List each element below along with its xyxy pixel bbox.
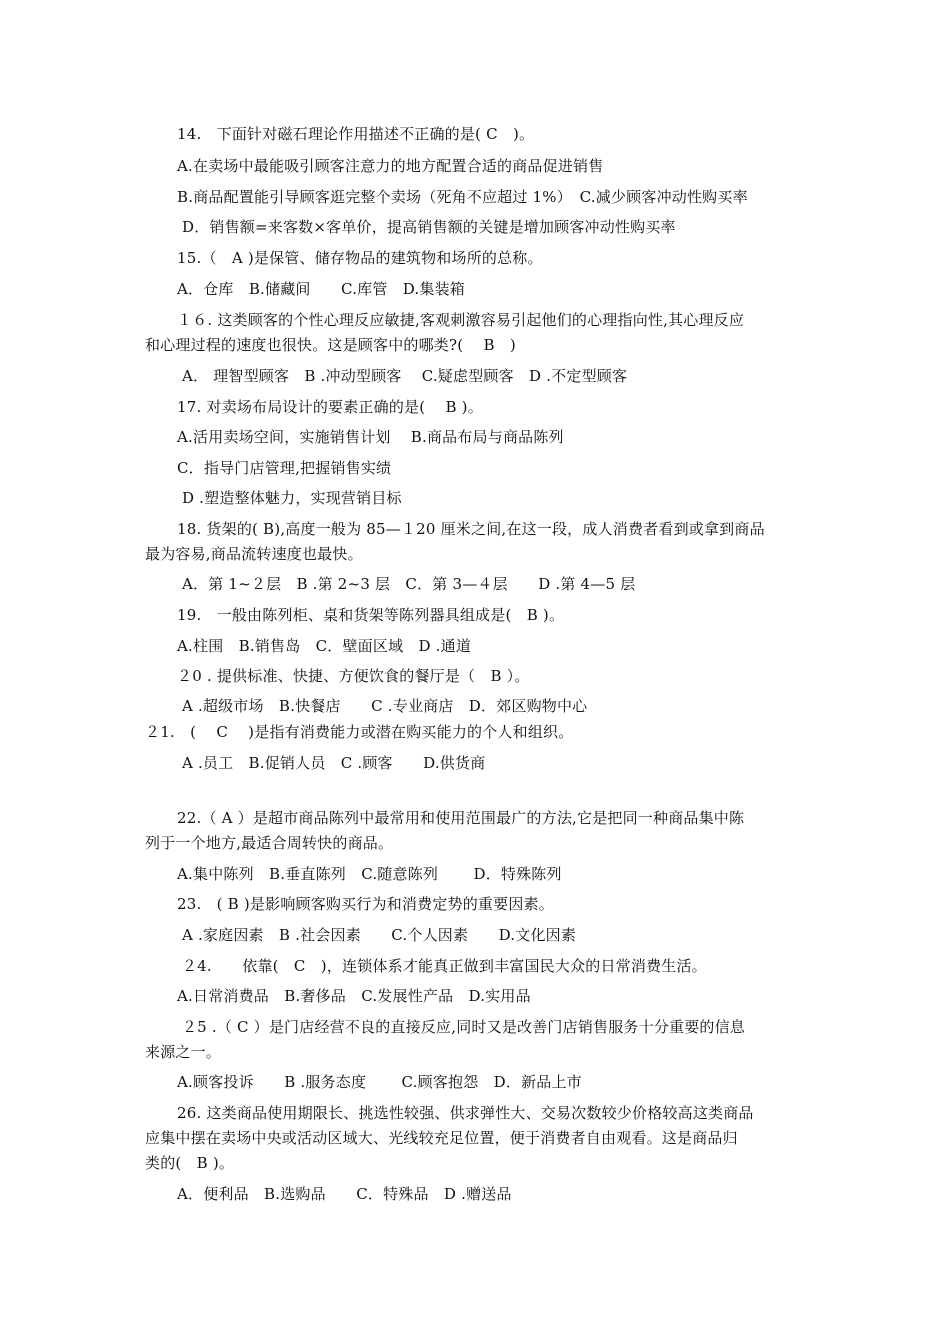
question-22-options: A.集中陈列 B.垂直陈列 C.随意陈列 D．特殊陈列	[177, 865, 562, 883]
question-14-option-b-c: B.商品配置能引导顾客逛完整个卖场（死角不应超过 1%） C.减少顾客冲动性购买率	[177, 188, 748, 206]
question-21: ２1. ( C )是指有消费能力或潜在购买能力的个人和组织。	[145, 723, 574, 741]
question-20: ２0 . 提供标准、快捷、方便饮食的餐厅是（ B ）。	[177, 667, 530, 685]
question-25-line-1: ２5 .（ C ）是门店经营不良的直接反应,同时又是改善门店销售服务十分重要的信息	[177, 1018, 746, 1036]
question-24-options: A.日常消费品 B.奢侈品 C.发展性产品 D.实用品	[177, 987, 531, 1005]
question-16-line-2: 和心理过程的速度也很快。这是顾客中的哪类?( B )	[145, 336, 516, 354]
question-22-line-1: 22.（ A ）是超市商品陈列中最常用和使用范围最广的方法,它是把同一种商品集中陈	[177, 809, 745, 827]
question-18-line-1: 18. 货架的( B),高度一般为 85—１20 厘米之间,在这一段，成人消费者看到或拿到商品	[177, 520, 765, 538]
question-14-option-a: A.在卖场中最能吸引顾客注意力的地方配置合适的商品促进销售	[177, 157, 604, 175]
question-21-options: A .员工 B.促销人员 C .顾客 D.供货商	[177, 754, 486, 772]
question-26-line-2: 应集中摆在卖场中央或活动区域大、光线较充足位置，便于消费者自由观看。这是商品归	[145, 1129, 738, 1147]
question-17-options-a-b: A.活用卖场空间，实施销售计划 B.商品布局与商品陈列	[177, 428, 564, 446]
question-19: 19. 一般由陈列柜、桌和货架等陈列器具组成是( B )。	[177, 606, 565, 624]
question-25-options: A.顾客投诉 B .服务态度 C.顾客抱怨 D．新品上市	[177, 1073, 582, 1091]
question-16-line-1: １６. 这类顾客的个性心理反应敏捷,客观刺激容易引起他们的心理指向性,其心理反应	[177, 311, 745, 329]
question-19-options: A.柱围 B.销售岛 C．壁面区域 D .通道	[177, 637, 472, 655]
question-14: 14. 下面针对磁石理论作用描述不正确的是( C )。	[177, 125, 535, 143]
question-17: 17. 对卖场布局设计的要素正确的是( B )。	[177, 398, 483, 416]
question-15: 15.（ A )是保管、储存物品的建筑物和场所的总称。	[177, 249, 543, 267]
question-16-options: A． 理智型顾客 B .冲动型顾客 C.疑虑型顾客 D .不定型顾客	[177, 367, 628, 385]
question-26-line-3: 类的( B )。	[145, 1154, 235, 1172]
question-23-options: A .家庭因素 B .社会因素 C.个人因素 D.文化因素	[177, 926, 577, 944]
question-20-options: A .超级市场 B.快餐店 C .专业商店 D．郊区购物中心	[177, 697, 588, 715]
question-25-line-2: 来源之一。	[145, 1043, 222, 1061]
question-26-options: A．便利品 B.选购品 C．特殊品 D .赠送品	[177, 1185, 512, 1203]
question-17-option-c: C．指导门店管理,把握销售实绩	[177, 459, 392, 477]
question-14-option-d: D．销售额=来客数×客单价，提高销售额的关键是增加顾客冲动性购买率	[177, 218, 676, 236]
question-17-option-d: D .塑造整体魅力，实现营销目标	[177, 489, 402, 507]
question-22-line-2: 列于一个地方,最适合周转快的商品。	[145, 834, 394, 852]
question-18-line-2: 最为容易,商品流转速度也最快。	[145, 545, 363, 563]
question-24: ２4. 依靠( C )，连锁体系才能真正做到丰富国民大众的日常消费生活。	[177, 957, 707, 975]
question-26-line-1: 26. 这类商品使用期限长、挑选性较强、供求弹性大、交易次数较少价格较高这类商品	[177, 1104, 754, 1122]
question-18-options: A．第 1~２层 B .第 2~3 层 C．第 3—４层 D .第 4—5 层	[177, 575, 636, 593]
question-15-options: A．仓库 B.储藏间 C.库管 D.集装箱	[177, 280, 465, 298]
question-23: 23. ( B )是影响顾客购买行为和消费定势的重要因素。	[177, 895, 554, 913]
